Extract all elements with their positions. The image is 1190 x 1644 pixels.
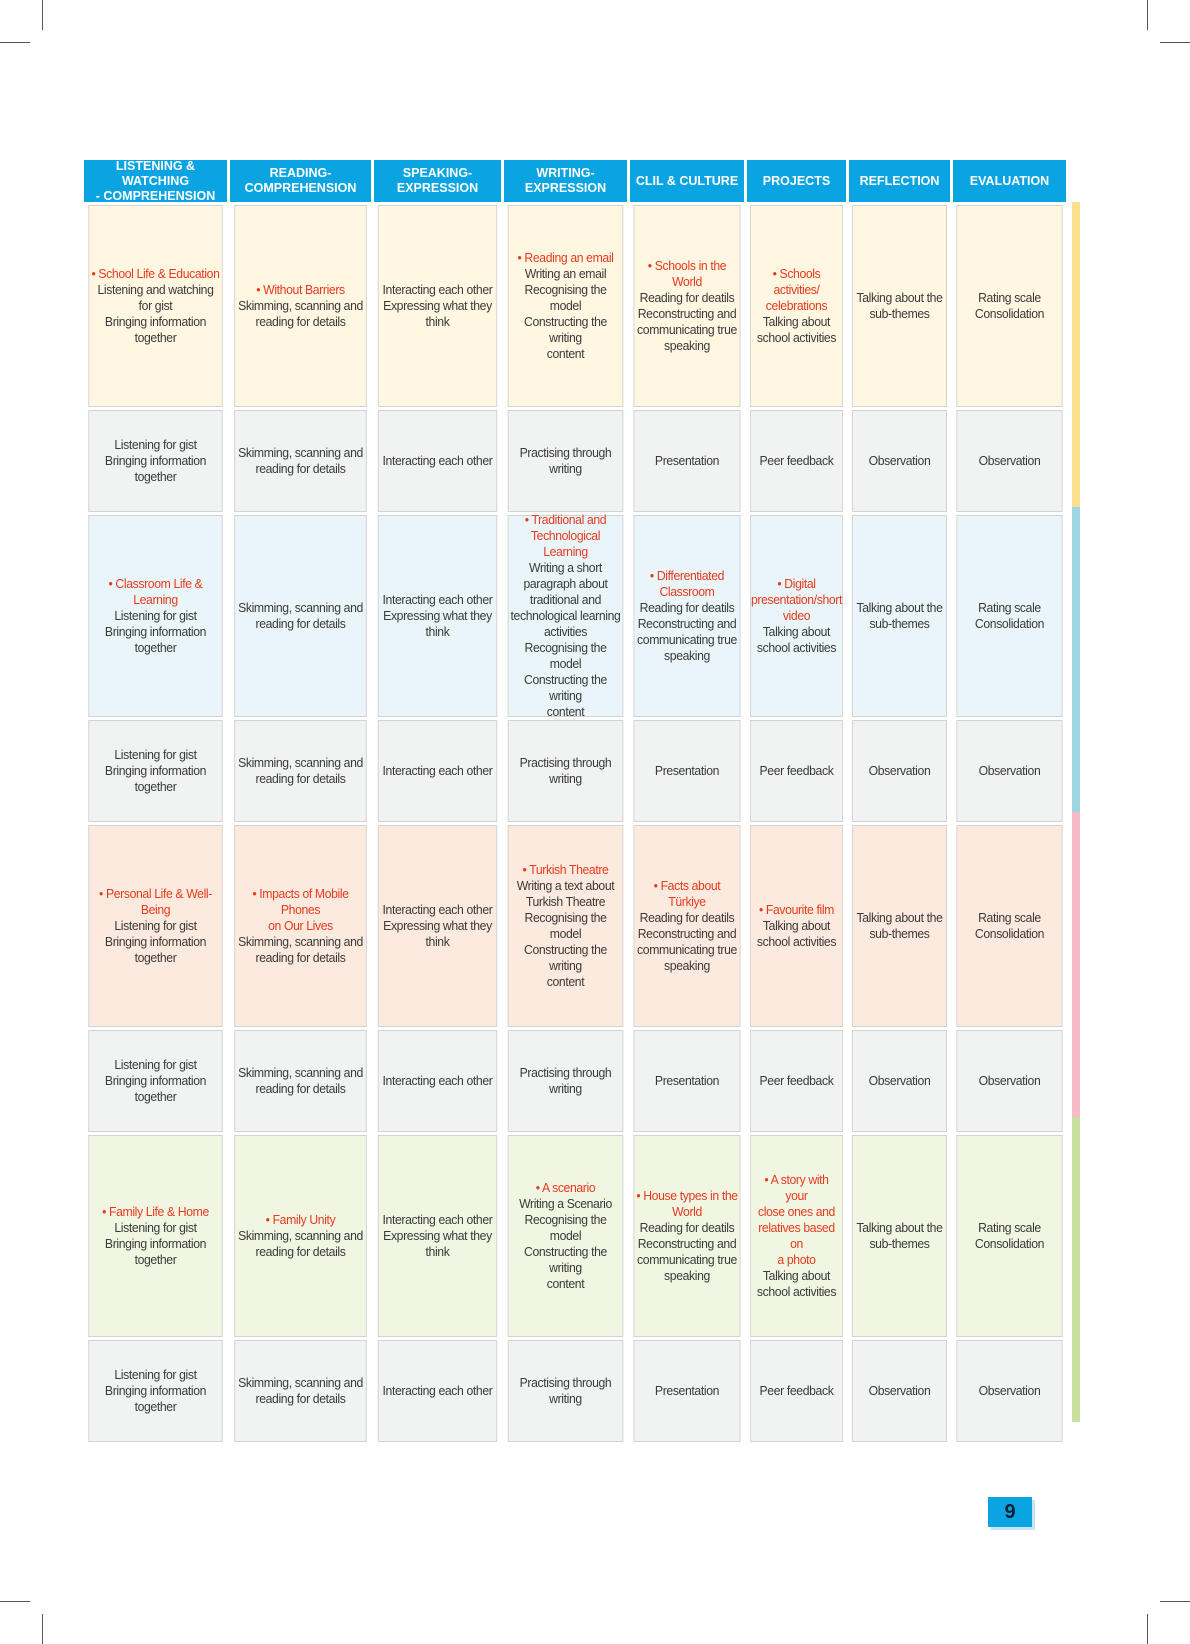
assessment-text: Presentation <box>654 763 720 778</box>
assessment-cell <box>508 720 624 822</box>
topic-cell <box>852 825 947 1027</box>
column-header-projects: PROJECTS <box>747 160 846 202</box>
topic-title: • Impacts of Mobile Phones on Our Lives <box>252 886 349 933</box>
crop-mark <box>1160 42 1190 43</box>
topic-cell <box>633 205 740 407</box>
assessment-text: Listening for gist Bringing information together <box>104 1367 207 1414</box>
assessment-text: Observation <box>978 1073 1041 1088</box>
topic-body: Rating scale Consolidation <box>974 290 1045 321</box>
topic-title: • Traditional and Technological Learning <box>524 512 607 559</box>
assessment-text: Interacting each other <box>382 1073 493 1088</box>
topic-cell <box>234 1135 367 1337</box>
topic-cell <box>956 205 1062 407</box>
assessment-text: Peer feedback <box>759 1073 834 1088</box>
assessment-cell <box>88 720 222 822</box>
topic-body: Listening for gist Bringing information together <box>104 608 207 655</box>
topic-cell <box>852 1135 947 1337</box>
assessment-cell <box>750 720 843 822</box>
topic-cell <box>956 825 1062 1027</box>
assessment-cell <box>852 720 947 822</box>
topic-title: • Turkish Theatre <box>522 862 609 877</box>
topic-body: Talking about school activities <box>756 314 837 345</box>
crop-mark <box>1160 1601 1190 1602</box>
assessment-cell <box>633 720 740 822</box>
column-header-writing: WRITING- EXPRESSION <box>504 160 627 202</box>
topic-body: Skimming, scanning and reading for details <box>238 934 363 965</box>
topic-body: Talking about school activities <box>756 918 837 949</box>
assessment-cell <box>633 1340 740 1442</box>
topic-cell <box>378 515 497 717</box>
crop-mark <box>42 1614 43 1644</box>
assessment-text: Observation <box>978 1383 1041 1398</box>
topic-body: Rating scale Consolidation <box>974 1220 1045 1251</box>
topic-body: Listening for gist Bringing information together <box>104 1220 207 1267</box>
assessment-text: Interacting each other <box>382 453 493 468</box>
assessment-text: Interacting each other <box>382 763 493 778</box>
page-number: 9 <box>988 1497 1032 1527</box>
topic-title: • Family Life & Home <box>102 1204 209 1219</box>
topic-cell <box>633 515 740 717</box>
assessment-cell <box>378 410 497 512</box>
assessment-cell <box>378 1340 497 1442</box>
column-header-speaking: SPEAKING- EXPRESSION <box>374 160 501 202</box>
topic-title: • Digital presentation/short video <box>750 576 843 623</box>
topic-cell <box>234 205 367 407</box>
assessment-text: Peer feedback <box>759 1383 834 1398</box>
topic-body: Interacting each other Expressing what they think <box>382 282 493 329</box>
assessment-cell <box>633 1030 740 1132</box>
topic-body: Rating scale Consolidation <box>974 910 1045 941</box>
assessment-cell <box>508 410 624 512</box>
assessment-text: Listening for gist Bringing information together <box>104 747 207 794</box>
assessment-text: Listening for gist Bringing information together <box>104 1057 207 1104</box>
assessment-cell <box>956 1030 1062 1132</box>
assessment-cell <box>852 410 947 512</box>
topic-body: Reading for deatils Reconstructing and communicating true speaking <box>637 600 737 663</box>
topic-cell <box>378 205 497 407</box>
topic-body: Skimming, scanning and reading for details <box>238 600 363 631</box>
assessment-text: Skimming, scanning and reading for details <box>238 755 363 786</box>
topic-cell <box>508 1135 624 1337</box>
assessment-cell <box>852 1030 947 1132</box>
topic-cell <box>750 515 843 717</box>
topic-body: Listening and watching for gist Bringing information together <box>97 282 214 345</box>
assessment-cell <box>956 410 1062 512</box>
topic-cell <box>378 825 497 1027</box>
column-header-listening: LISTENING & WATCHING - COMPREHENSION <box>84 160 227 202</box>
crop-mark <box>0 1601 30 1602</box>
assessment-cell <box>750 1030 843 1132</box>
assessment-text: Skimming, scanning and reading for details <box>238 445 363 476</box>
assessment-text: Presentation <box>654 1383 720 1398</box>
assessment-cell <box>378 1030 497 1132</box>
topic-title: • Facts about Türkiye <box>653 878 721 909</box>
assessment-text: Practising through writing <box>519 445 612 476</box>
assessment-cell <box>378 720 497 822</box>
assessment-text: Observation <box>868 1383 931 1398</box>
assessment-text: Skimming, scanning and reading for details <box>238 1065 363 1096</box>
assessment-cell <box>234 720 367 822</box>
assessment-cell <box>633 410 740 512</box>
topic-cell <box>633 1135 740 1337</box>
topic-body: Talking about the sub-themes <box>856 290 943 321</box>
syllabus-table <box>84 160 1072 1478</box>
assessment-cell <box>852 1340 947 1442</box>
assessment-cell <box>234 410 367 512</box>
topic-title: • Personal Life & Well-Being <box>99 886 212 917</box>
topic-body: Reading for deatils Reconstructing and communicating true speaking <box>637 290 737 353</box>
assessment-text: Presentation <box>654 1073 720 1088</box>
topic-title: • Reading an email <box>517 250 614 265</box>
topic-cell <box>852 205 947 407</box>
assessment-text: Practising through writing <box>519 1065 612 1096</box>
assessment-text: Peer feedback <box>759 763 834 778</box>
topic-cell <box>378 1135 497 1337</box>
topic-cell <box>750 205 843 407</box>
topic-body: Skimming, scanning and reading for details <box>238 298 363 329</box>
topic-body: Listening for gist Bringing information together <box>104 918 207 965</box>
topic-body: Talking about the sub-themes <box>856 1220 943 1251</box>
topic-body: Writing a Scenario Recognising the model Constructing the writing content <box>519 1196 612 1291</box>
topic-body: Talking about school activities <box>756 624 837 655</box>
topic-cell <box>88 1135 222 1337</box>
assessment-cell <box>234 1340 367 1442</box>
assessment-cell <box>88 410 222 512</box>
topic-cell <box>633 825 740 1027</box>
topic-title: • Family Unity <box>265 1212 336 1227</box>
topic-cell <box>956 515 1062 717</box>
assessment-text: Observation <box>868 453 931 468</box>
topic-cell <box>750 825 843 1027</box>
topic-cell <box>234 825 367 1027</box>
topic-cell <box>956 1135 1062 1337</box>
topic-body: Talking about the sub-themes <box>856 910 943 941</box>
topic-title: • Schools in the World <box>647 258 727 289</box>
topic-title: • House types in the World <box>636 1188 738 1219</box>
unit-color-bar <box>1072 507 1080 812</box>
topic-title: • Favourite film <box>758 902 834 917</box>
unit-color-bar <box>1072 202 1080 507</box>
topic-body: Interacting each other Expressing what they think <box>382 902 493 949</box>
topic-cell <box>508 825 624 1027</box>
unit-color-bar <box>1072 1117 1080 1422</box>
assessment-text: Observation <box>868 763 931 778</box>
crop-mark <box>42 0 43 30</box>
topic-cell <box>88 825 222 1027</box>
column-header-clil: CLIL & CULTURE <box>630 160 744 202</box>
assessment-text: Observation <box>978 453 1041 468</box>
topic-body: Reading for deatils Reconstructing and communicating true speaking <box>637 910 737 973</box>
syllabus-grid <box>84 160 1072 1478</box>
topic-cell <box>852 515 947 717</box>
assessment-text: Interacting each other <box>382 1383 493 1398</box>
topic-body: Talking about the sub-themes <box>856 600 943 631</box>
topic-body: Interacting each other Expressing what they think <box>382 1212 493 1259</box>
topic-cell <box>88 515 222 717</box>
topic-cell <box>750 1135 843 1337</box>
assessment-cell <box>750 1340 843 1442</box>
assessment-cell <box>234 1030 367 1132</box>
topic-body: Writing a text about Turkish Theatre Recognising the model Constructing the writing content <box>516 878 615 989</box>
assessment-text: Skimming, scanning and reading for details <box>238 1375 363 1406</box>
assessment-text: Peer feedback <box>759 453 834 468</box>
assessment-cell <box>508 1340 624 1442</box>
crop-mark <box>1147 1614 1148 1644</box>
topic-cell <box>508 205 624 407</box>
topic-title: • School Life & Education <box>91 266 220 281</box>
assessment-cell <box>956 1340 1062 1442</box>
topic-body: Rating scale Consolidation <box>974 600 1045 631</box>
topic-title: • Differentiated Classroom <box>649 568 725 599</box>
crop-mark <box>0 42 30 43</box>
assessment-cell <box>88 1340 222 1442</box>
topic-body: Talking about school activities <box>756 1268 837 1299</box>
assessment-text: Observation <box>868 1073 931 1088</box>
topic-body: Interacting each other Expressing what they think <box>382 592 493 639</box>
topic-body: Reading for deatils Reconstructing and communicating true speaking <box>637 1220 737 1283</box>
topic-cell <box>234 515 367 717</box>
assessment-text: Listening for gist Bringing information together <box>104 437 207 484</box>
topic-cell <box>508 512 624 719</box>
topic-body: Skimming, scanning and reading for details <box>238 1228 363 1259</box>
column-header-evaluation: EVALUATION <box>953 160 1066 202</box>
assessment-cell <box>956 720 1062 822</box>
topic-title: • A scenario <box>535 1180 596 1195</box>
assessment-cell <box>750 410 843 512</box>
topic-cell <box>88 205 222 407</box>
assessment-text: Presentation <box>654 453 720 468</box>
assessment-text: Practising through writing <box>519 755 612 786</box>
unit-color-bar <box>1072 812 1080 1117</box>
topic-title: • Classroom Life & Learning <box>108 576 203 607</box>
column-header-reading: READING- COMPREHENSION <box>230 160 371 202</box>
assessment-text: Practising through writing <box>519 1375 612 1406</box>
topic-title: • Without Barriers <box>256 282 345 297</box>
topic-body: Writing a short paragraph about traditional and technological learning activities Recognising the model Constructing the writing content <box>510 560 621 719</box>
crop-mark <box>1147 0 1148 30</box>
topic-title: • Schools activities/ celebrations <box>765 266 828 313</box>
assessment-cell <box>88 1030 222 1132</box>
assessment-text: Observation <box>978 763 1041 778</box>
assessment-cell <box>508 1030 624 1132</box>
topic-body: Writing an email Recognising the model Constructing the writing content <box>524 266 607 361</box>
column-header-reflection: REFLECTION <box>849 160 950 202</box>
topic-title: • A story with your close ones and relatives based on a photo <box>758 1172 835 1267</box>
